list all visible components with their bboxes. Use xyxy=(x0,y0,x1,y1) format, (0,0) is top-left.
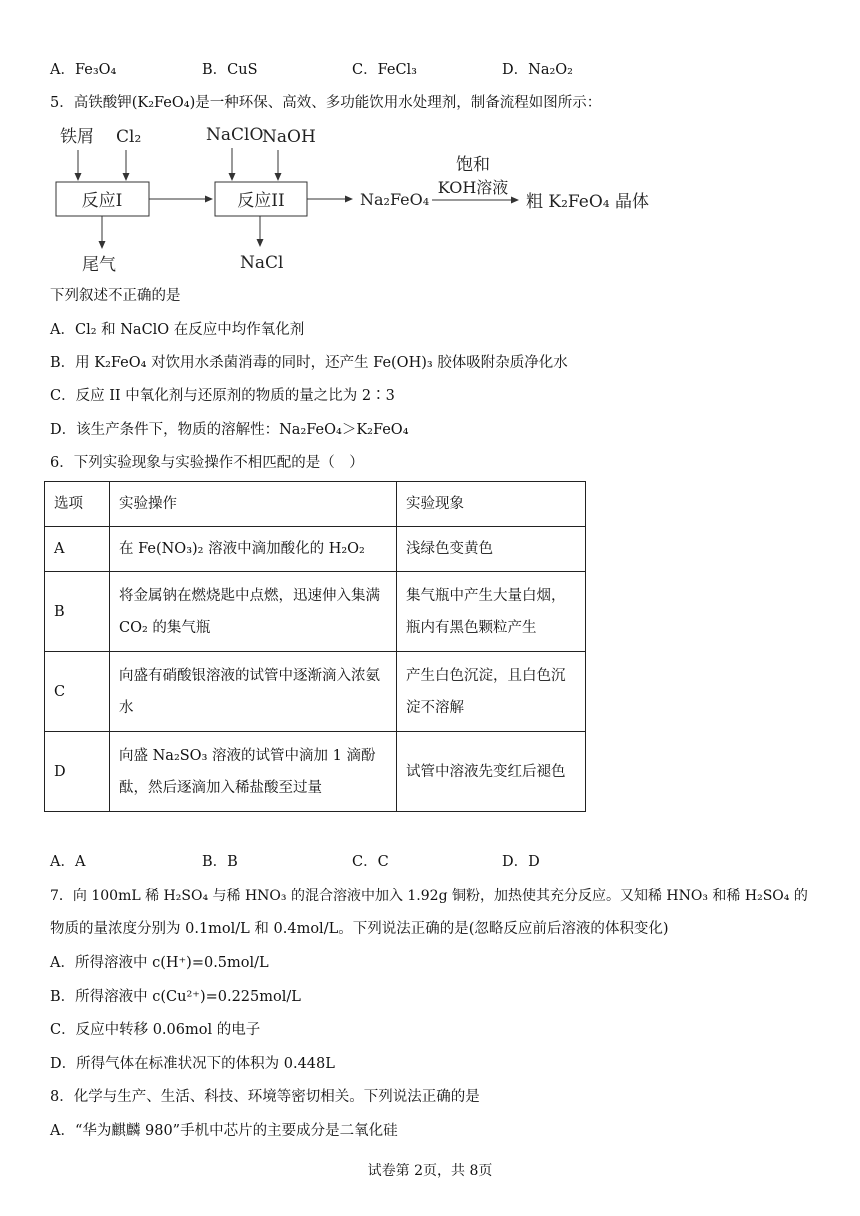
table-cell-option: D xyxy=(45,732,110,812)
page-footer: 试卷第 2页，共 8页 xyxy=(367,1163,493,1179)
flow-product-na2feo4: Na₂FeO₄ xyxy=(360,190,430,209)
flow-input-cl2: Cl₂ xyxy=(116,127,142,147)
q5-question: 下列叙述不正确的是 xyxy=(50,288,181,304)
table-cell-option: A xyxy=(45,527,110,572)
table-cell-phenomenon: 浅绿色变黄色 xyxy=(397,527,586,572)
q5-option-d: D．该生产条件下，物质的溶解性：Na₂FeO₄＞K₂FeO₄ xyxy=(50,422,409,438)
q7-option-a: A．所得溶液中 c(H⁺)=0.5mol/L xyxy=(50,955,269,971)
flow-reagent-top: 饱和 xyxy=(456,155,490,175)
flow-box-reaction1-label: 反应I xyxy=(81,191,123,211)
table-header-cell: 实验操作 xyxy=(110,482,397,527)
q6-option-c: C．C xyxy=(352,854,389,870)
q4-option-d: D．Na₂O₂ xyxy=(502,62,573,78)
table-cell-phenomenon: 产生白色沉淀，且白色沉淀不溶解 xyxy=(397,652,586,732)
q6-option-d: D．D xyxy=(502,854,540,870)
table-header-cell: 选项 xyxy=(45,482,110,527)
table-cell-phenomenon: 试管中溶液先变红后褪色 xyxy=(397,732,586,812)
q6-option-a: A．A xyxy=(50,854,86,870)
table-cell-operation: 向盛 Na₂SO₃ 溶液的试管中滴加 1 滴酚酞，然后逐滴加入稀盐酸至过量 xyxy=(110,732,397,812)
q5-stem: 5．高铁酸钾(K₂FeO₄)是一种环保、高效、多功能饮用水处理剂，制备流程如图所示： xyxy=(50,95,602,111)
q5-option-b: B．用 K₂FeO₄ 对饮用水杀菌消毒的同时，还产生 Fe(OH)₃ 胶体吸附杂质净化水 xyxy=(50,355,568,371)
q7-stem-line2: 物质的量浓度分别为 0.1mol/L 和 0.4mol/L。下列说法正确的是(忽略反应前后溶液的体积变化) xyxy=(50,921,669,937)
q7-option-b: B．所得溶液中 c(Cu²⁺)=0.225mol/L xyxy=(50,989,301,1005)
q6-option-b: B．B xyxy=(202,854,238,870)
table-cell-operation: 在 Fe(NO₃)₂ 溶液中滴加酸化的 H₂O₂ xyxy=(110,527,397,572)
q6-table xyxy=(44,481,586,812)
flow-input-naoh: NaOH xyxy=(262,127,316,147)
q7-option-c: C．反应中转移 0.06mol 的电子 xyxy=(50,1022,261,1038)
q4-option-a: A．Fe₃O₄ xyxy=(50,62,117,78)
table-cell-operation: 将金属钠在燃烧匙中点燃，迅速伸入集满 CO₂ 的集气瓶 xyxy=(110,572,397,652)
q8-stem: 8．化学与生产、生活、科技、环境等密切相关。下列说法正确的是 xyxy=(50,1089,480,1105)
q6-stem: 6．下列实验现象与实验操作不相匹配的是（ ） xyxy=(50,455,364,471)
table-row xyxy=(45,572,586,652)
table-row xyxy=(45,527,586,572)
q4-option-c: C．FeCl₃ xyxy=(352,62,417,78)
q5-option-c: C．反应 II 中氧化剂与还原剂的物质的量之比为 2∶3 xyxy=(50,388,395,404)
q7-stem-line1: 7．向 100mL 稀 H₂SO₄ 与稀 HNO₃ 的混合溶液中加入 1.92g 铜粉，加热使其充分反应。又知稀 HNO₃ 和稀 H₂SO₄ 的 xyxy=(50,888,808,904)
table-header-row xyxy=(45,482,586,527)
q5-option-a: A．Cl₂ 和 NaClO 在反应中均作氧化剂 xyxy=(50,322,305,338)
flow-product-k2feo4: 粗 K₂FeO₄ 晶体 xyxy=(526,192,650,212)
q4-option-b: B．CuS xyxy=(202,62,258,78)
flow-output-tailgas: 尾气 xyxy=(82,255,116,275)
flow-input-naclo: NaClO xyxy=(206,125,264,145)
flow-box-reaction2-label: 反应II xyxy=(237,191,285,211)
flow-output-nacl: NaCl xyxy=(240,253,284,273)
table-cell-option: B xyxy=(45,572,110,652)
table-cell-option: C xyxy=(45,652,110,732)
table-row xyxy=(45,652,586,732)
q8-option-a: A．“华为麒麟 980”手机中芯片的主要成分是二氧化硅 xyxy=(50,1123,398,1139)
table-cell-phenomenon: 集气瓶中产生大量白烟，瓶内有黑色颗粒产生 xyxy=(397,572,586,652)
flow-reagent-bottom: KOH溶液 xyxy=(437,178,509,197)
table-cell-operation: 向盛有硝酸银溶液的试管中逐渐滴入浓氨水 xyxy=(110,652,397,732)
table-row xyxy=(45,732,586,812)
table-header-cell: 实验现象 xyxy=(397,482,586,527)
q7-option-d: D．所得气体在标准状况下的体积为 0.448L xyxy=(50,1056,335,1072)
q5-flow-diagram xyxy=(50,120,670,280)
flow-input-iron: 铁屑 xyxy=(60,127,94,147)
